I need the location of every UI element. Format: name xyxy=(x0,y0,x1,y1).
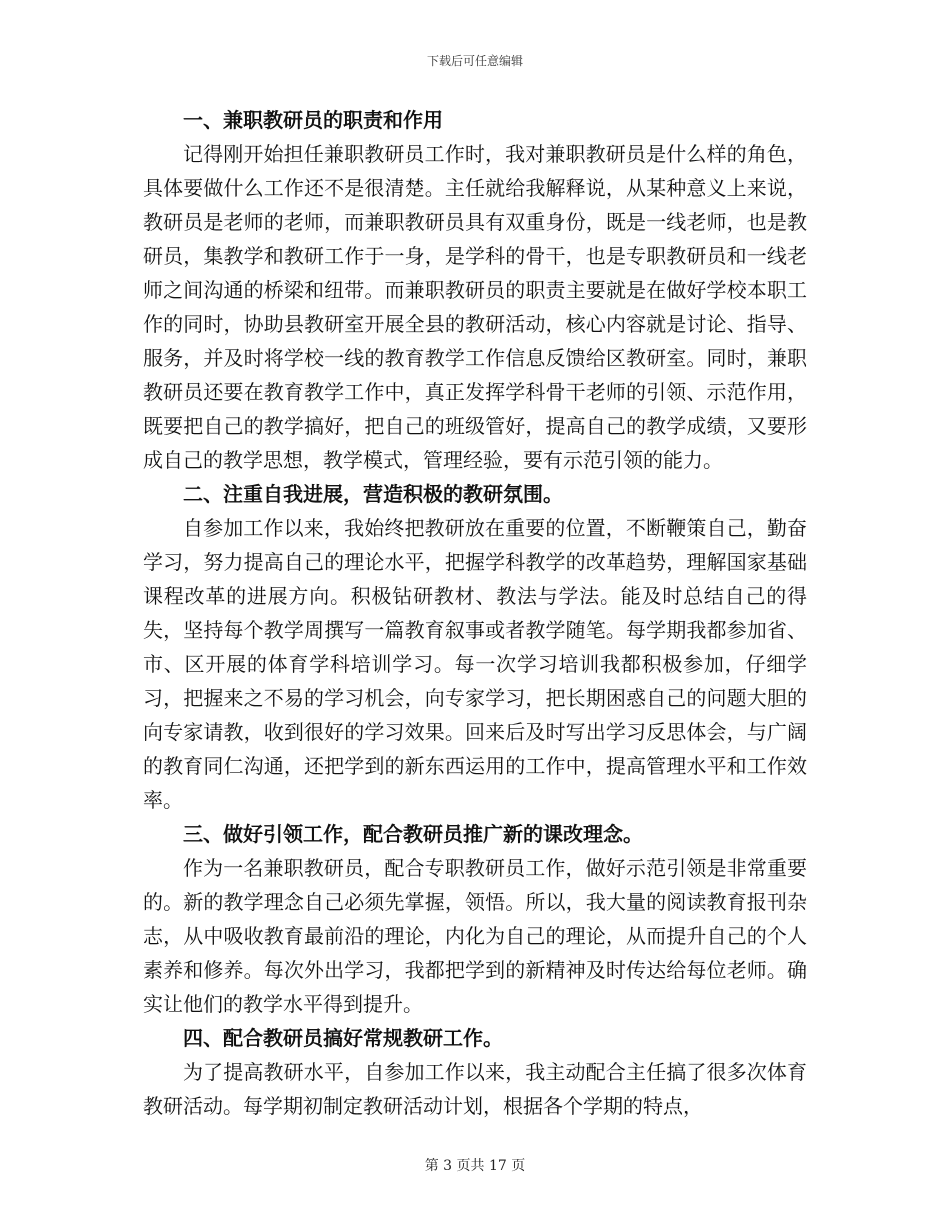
document-body xyxy=(143,103,807,1123)
page-footer: 第 3 页共 17 页 xyxy=(424,1158,526,1174)
section-heading: 三、做好引领工作，配合教研员推广新的课改理念。 xyxy=(183,822,643,846)
section-paragraph: 作为一名兼职教研员，配合专职教研员工作，做好示范引领是非常重要的。新的教学理念自己必须先掌握，领悟。所以，我大量的阅读教育报刊杂志，从中吸收教育最前沿的理论，内化为自己的理论，从而提升自己的个人素养和修养。每次外出学习，我都把学到的新精神及时传达给每位老师。确实让他们的教学水平得到提升。 xyxy=(143,856,807,1016)
section-heading: 四、配合教研员搞好常规教研工作。 xyxy=(183,1026,503,1050)
section-heading: 二、注重自我进展，营造积极的教研氛围。 xyxy=(183,482,563,506)
page-header: 下载后可任意编辑 xyxy=(426,54,523,68)
section-heading: 一、兼职教研员的职责和作用 xyxy=(183,108,443,132)
section-paragraph: 自参加工作以来，我始终把教研放在重要的位置，不断鞭策自己，勤奋学习，努力提高自己的理论水平，把握学科教学的改革趋势，理解国家基础课程改革的进展方向。积极钻研教材、教法与学法。能及时总结自己的得失，坚持每个教学周撰写一篇教育叙事或者教学随笔。每学期我都参加省、市、区开展的体育学科培训学习。每一次学习培训我都积极参加，仔细学习，把握来之不易的学习机会，向专家学习，把长期困惑自己的问题大胆的向专家请教，收到很好的学习效果。回来后及时写出学习反思体会，与广阔的教育同仁沟通，还把学到的新东西运用的工作中，提高管理水平和工作效率。 xyxy=(143,516,807,812)
section-paragraph: 为了提高教研水平，自参加工作以来，我主动配合主任搞了很多次体育教研活动。每学期初制定教研活动计划，根据各个学期的特点， xyxy=(143,1060,807,1118)
section-paragraph: 记得刚开始担任兼职教研员工作时，我对兼职教研员是什么样的角色，具体要做什么工作还不是很清楚。主任就给我解释说，从某种意义上来说，教研员是老师的老师，而兼职教研员具有双重身份，既是一线老师，也是教研员，集教学和教研工作于一身，是学科的骨干，也是专职教研员和一线老师之间沟通的桥梁和纽带。而兼职教研员的职责主要就是在做好学校本职工作的同时，协助县教研室开展全县的教研活动，核心内容就是讨论、指导、服务，并及时将学校一线的教育教学工作信息反馈给区教研室。同时，兼职教研员还要在教育教学工作中，真正发挥学科骨干老师的引领、示范作用，既要把自己的教学搞好，把自己的班级管好，提高自己的教学成绩，又要形成自己的教学思想，教学模式，管理经验，要有示范引领的能力。 xyxy=(143,142,807,472)
